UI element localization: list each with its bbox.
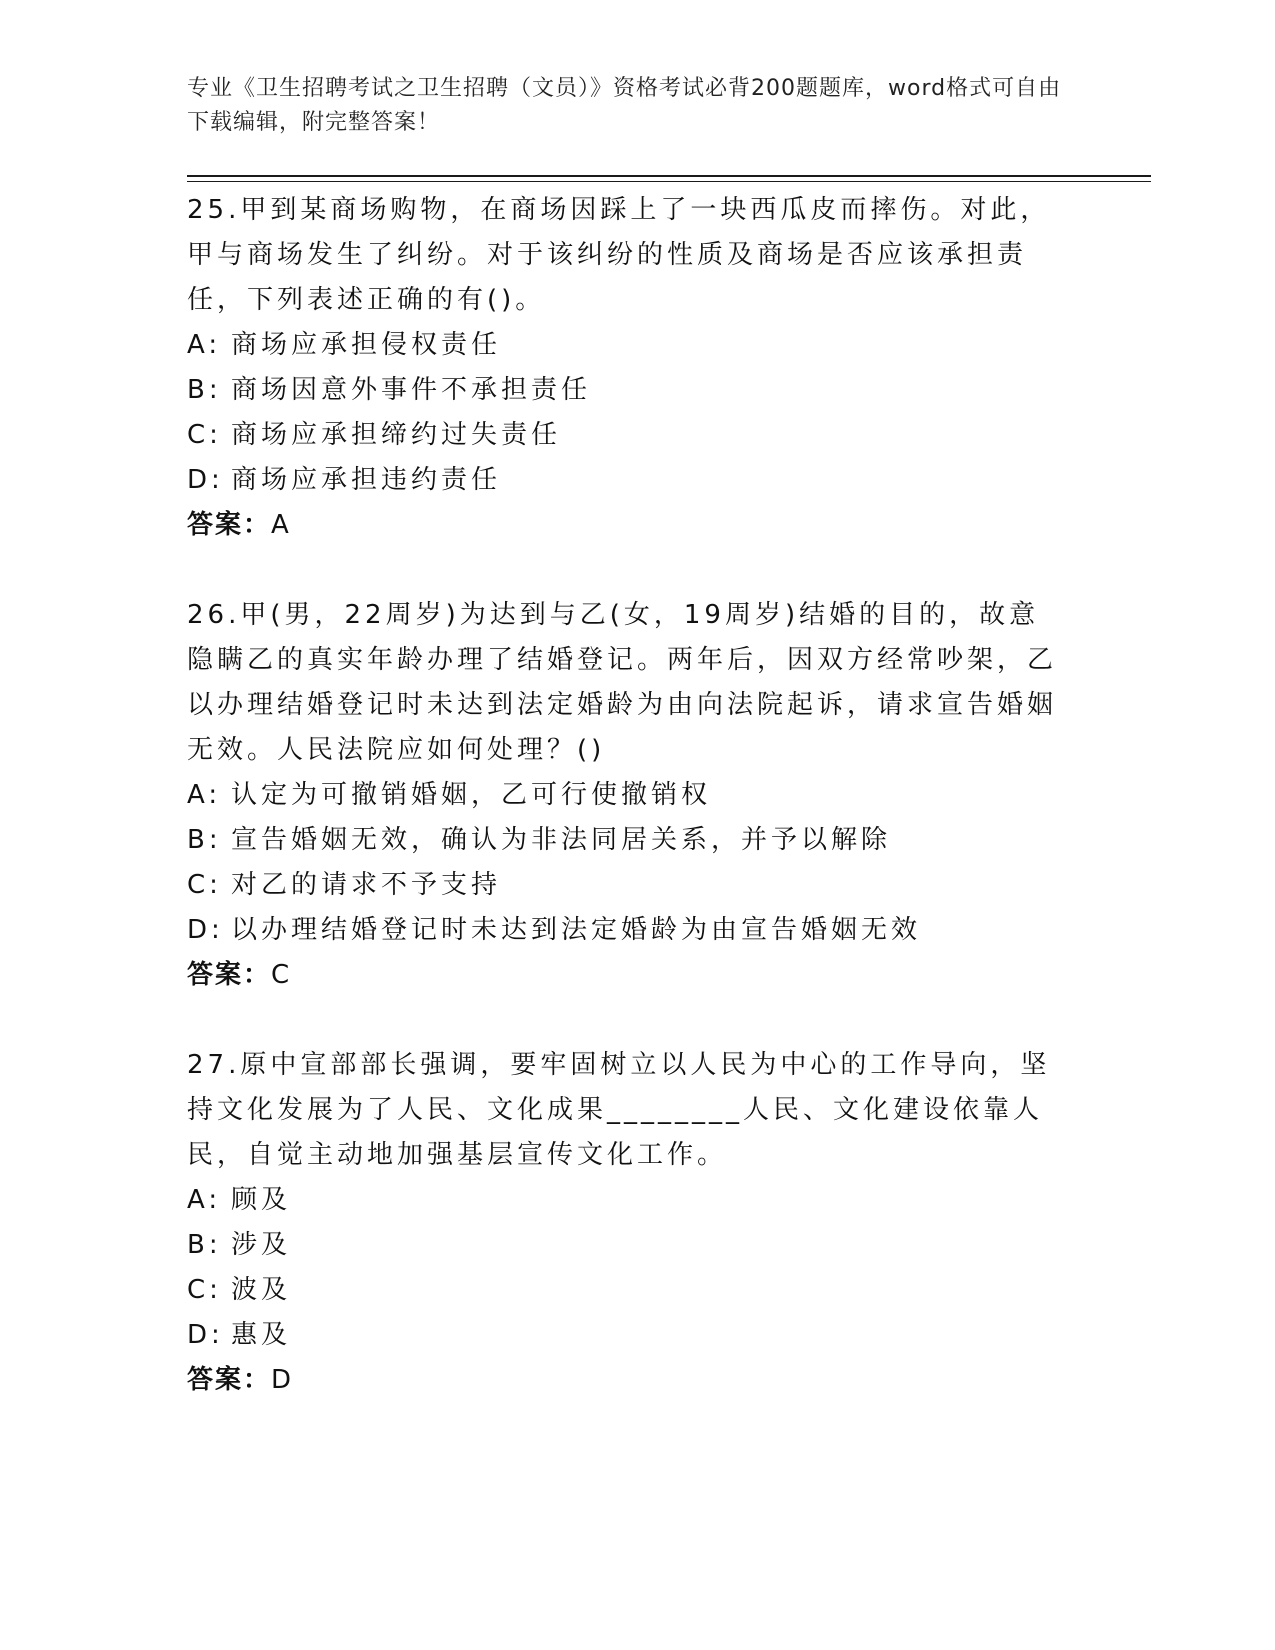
header-divider-thin xyxy=(187,181,1151,182)
option-text: 涉及 xyxy=(231,1230,292,1260)
option-b xyxy=(187,368,1067,413)
question-27 xyxy=(187,1043,1067,1403)
option-c xyxy=(187,863,1067,908)
question-26 xyxy=(187,593,1067,998)
question-25 xyxy=(187,188,1067,548)
answer-value: A xyxy=(271,510,291,540)
option-letter: B: xyxy=(187,1230,222,1260)
option-text: 认定为可撤销婚姻，乙可行使撤销权 xyxy=(231,780,712,810)
answer-label: 答案： xyxy=(187,1365,272,1395)
option-letter: C: xyxy=(187,1275,222,1305)
option-b xyxy=(187,1223,1067,1268)
answer-value: C xyxy=(271,960,292,990)
option-a xyxy=(187,323,1067,368)
question-stem: 26.甲(男，22周岁)为达到与乙(女，19周岁)结婚的目的，故意隐瞒乙的真实年龄办理了结婚登记。两年后，因双方经常吵架，乙以办理结婚登记时未达到法定婚龄为由向法院起诉，请求宣告婚姻无效。人民法院应如何处理？() xyxy=(187,600,1058,765)
option-letter: B: xyxy=(187,825,222,855)
answer-line xyxy=(187,1358,1067,1403)
answer-value: D xyxy=(271,1365,294,1395)
question-list xyxy=(187,188,1067,1403)
option-d xyxy=(187,458,1067,503)
option-text: 对乙的请求不予支持 xyxy=(231,870,502,900)
document-header: 专业《卫生招聘考试之卫生招聘（文员）》资格考试必背200题题库，word格式可自由下载编辑，附完整答案！ xyxy=(187,76,1062,135)
answer-label: 答案： xyxy=(187,510,272,540)
question-stem: 25.甲到某商场购物，在商场因踩上了一块西瓜皮而摔伤。对此，甲与商场发生了纠纷。对于该纠纷的性质及商场是否应该承担责任，下列表述正确的有()。 xyxy=(187,195,1051,315)
option-c xyxy=(187,1268,1067,1313)
option-text: 商场应承担侵权责任 xyxy=(231,330,502,360)
option-a xyxy=(187,1178,1067,1223)
option-text: 商场应承担缔约过失责任 xyxy=(231,420,562,450)
option-b xyxy=(187,818,1067,863)
option-text: 宣告婚姻无效，确认为非法同居关系，并予以解除 xyxy=(231,825,892,855)
header-divider-thick xyxy=(187,175,1151,177)
option-text: 商场应承担违约责任 xyxy=(231,465,502,495)
option-letter: D: xyxy=(187,465,224,495)
option-text: 以办理结婚登记时未达到法定婚龄为由宣告婚姻无效 xyxy=(231,915,922,945)
answer-line xyxy=(187,953,1067,998)
answer-label: 答案： xyxy=(187,960,272,990)
option-d xyxy=(187,908,1067,953)
option-letter: B: xyxy=(187,375,222,405)
option-letter: C: xyxy=(187,870,222,900)
option-d xyxy=(187,1313,1067,1358)
option-a xyxy=(187,773,1067,818)
option-c xyxy=(187,413,1067,458)
option-letter: D: xyxy=(187,1320,224,1350)
option-letter: C: xyxy=(187,420,222,450)
option-text: 波及 xyxy=(231,1275,292,1305)
option-text: 惠及 xyxy=(231,1320,292,1350)
answer-line xyxy=(187,503,1067,548)
option-letter: A: xyxy=(187,330,222,360)
option-letter: D: xyxy=(187,915,224,945)
option-text: 顾及 xyxy=(231,1185,292,1215)
option-text: 商场因意外事件不承担责任 xyxy=(231,375,592,405)
question-stem: 27.原中宣部部长强调，要牢固树立以人民为中心的工作导向，坚持文化发展为了人民、文化成果________人民、文化建设依靠人民，自觉主动地加强基层宣传文化工作。 xyxy=(187,1050,1051,1170)
option-letter: A: xyxy=(187,780,222,810)
option-letter: A: xyxy=(187,1185,222,1215)
